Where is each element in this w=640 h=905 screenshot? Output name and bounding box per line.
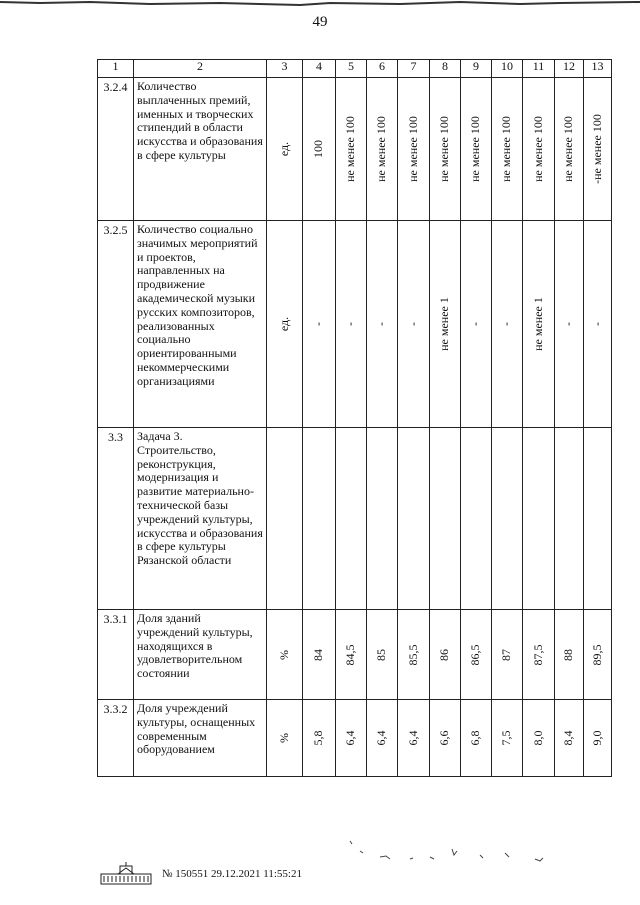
value-cell xyxy=(303,78,336,221)
row-code: 3.3.2 xyxy=(98,700,134,777)
cell-value: 87 xyxy=(499,648,514,661)
value-cell xyxy=(523,78,555,221)
cell-value: не менее 1 xyxy=(530,297,545,351)
row-code: 3.3.1 xyxy=(98,610,134,700)
value-cell xyxy=(430,700,461,777)
value-cell xyxy=(584,78,612,221)
cell-value: - xyxy=(561,322,576,326)
value-cell xyxy=(336,221,367,428)
cell-value: - xyxy=(374,322,389,326)
cell-value: 8,0 xyxy=(530,730,545,746)
empty-cell xyxy=(398,428,430,610)
value-cell xyxy=(367,700,398,777)
value-cell xyxy=(367,610,398,700)
indicator-table xyxy=(97,59,612,777)
value-cell xyxy=(398,700,430,777)
value-cell xyxy=(523,610,555,700)
table-row xyxy=(98,221,612,428)
cell-value: 86,5 xyxy=(468,644,483,665)
value-cell xyxy=(367,221,398,428)
cell-value: 84,5 xyxy=(343,644,358,665)
header-cell: 9 xyxy=(461,60,492,78)
scan-top-edge xyxy=(0,0,640,10)
table-row xyxy=(98,78,612,221)
value-cell xyxy=(461,610,492,700)
unit-cell xyxy=(267,610,303,700)
row-name: Доля учреждений культуры, оснащенных современным оборудованием xyxy=(134,700,267,777)
cell-value: не менее 100 xyxy=(530,116,545,182)
value-cell xyxy=(461,221,492,428)
row-name: Количество выплаченных премий, именных и творческих стипендий в области искусства и образования в сфере культуры xyxy=(134,78,267,221)
cell-value: - xyxy=(468,322,483,326)
unit-value: ед. xyxy=(276,141,291,157)
value-cell xyxy=(430,221,461,428)
cell-value: 86 xyxy=(437,648,452,661)
cell-value: - xyxy=(311,322,326,326)
cell-value: 7,5 xyxy=(499,730,514,746)
value-cell xyxy=(336,700,367,777)
empty-cell xyxy=(303,428,336,610)
unit-value: % xyxy=(276,733,291,743)
scan-marks xyxy=(340,835,570,875)
value-cell xyxy=(555,78,584,221)
cell-value: - xyxy=(499,322,514,326)
value-cell xyxy=(523,221,555,428)
cell-value: 6,4 xyxy=(405,730,420,746)
table-header-row xyxy=(98,60,612,78)
cell-value: 6,6 xyxy=(437,730,452,746)
cell-value: не менее 100 xyxy=(374,116,389,182)
empty-cell xyxy=(461,428,492,610)
empty-cell xyxy=(267,428,303,610)
row-code: 3.3 xyxy=(98,428,134,610)
row-code: 3.2.5 xyxy=(98,221,134,428)
value-cell xyxy=(584,700,612,777)
unit-cell xyxy=(267,78,303,221)
table-row xyxy=(98,428,612,610)
value-cell xyxy=(367,78,398,221)
cell-value: 84 xyxy=(311,648,326,661)
value-cell xyxy=(336,610,367,700)
value-cell xyxy=(430,610,461,700)
cell-value: 9,0 xyxy=(589,730,604,746)
cell-value: - xyxy=(343,322,358,326)
header-cell: 6 xyxy=(367,60,398,78)
empty-cell xyxy=(555,428,584,610)
value-cell xyxy=(303,700,336,777)
cell-value: 88 xyxy=(561,648,576,661)
building-logo-icon xyxy=(100,862,152,886)
registration-stamp xyxy=(100,862,340,888)
cell-value: 6,4 xyxy=(374,730,389,746)
header-cell: 13 xyxy=(584,60,612,78)
row-name: Доля зданий учреждений культуры, находящихся в удовлетворительном состоянии xyxy=(134,610,267,700)
empty-cell xyxy=(584,428,612,610)
header-cell: 4 xyxy=(303,60,336,78)
value-cell xyxy=(584,221,612,428)
header-cell: 1 xyxy=(98,60,134,78)
value-cell xyxy=(492,700,523,777)
cell-value: не менее 100 xyxy=(437,116,452,182)
cell-value: не менее 100 xyxy=(561,116,576,182)
unit-value: ед. xyxy=(276,316,291,332)
empty-cell xyxy=(492,428,523,610)
header-cell: 10 xyxy=(492,60,523,78)
header-cell: 5 xyxy=(336,60,367,78)
table-row xyxy=(98,610,612,700)
row-name: Количество социально значимых мероприятий и проектов, направленных на продвижение академической музыки русских композиторов, реализованных социально ориентированными некоммерческими организациями xyxy=(134,221,267,428)
value-cell xyxy=(492,78,523,221)
value-cell xyxy=(492,221,523,428)
value-cell xyxy=(336,78,367,221)
cell-value: 8,4 xyxy=(561,730,576,746)
value-cell xyxy=(461,78,492,221)
cell-value: 6,8 xyxy=(468,730,483,746)
cell-value: - xyxy=(405,322,420,326)
value-cell xyxy=(555,700,584,777)
value-cell xyxy=(398,221,430,428)
empty-cell xyxy=(336,428,367,610)
header-cell: 8 xyxy=(430,60,461,78)
cell-value: не менее 100 xyxy=(499,116,514,182)
unit-cell xyxy=(267,700,303,777)
value-cell xyxy=(584,610,612,700)
cell-value: не менее 1 xyxy=(437,297,452,351)
cell-value: 6,4 xyxy=(343,730,358,746)
value-cell xyxy=(555,610,584,700)
value-cell xyxy=(555,221,584,428)
value-cell xyxy=(430,78,461,221)
header-cell: 12 xyxy=(555,60,584,78)
cell-value: 85,5 xyxy=(405,644,420,665)
row-code: 3.2.4 xyxy=(98,78,134,221)
empty-cell xyxy=(523,428,555,610)
table-row xyxy=(98,700,612,777)
cell-value: 100 xyxy=(311,140,326,158)
header-cell: 2 xyxy=(134,60,267,78)
header-cell: 7 xyxy=(398,60,430,78)
cell-value: -не менее 100 xyxy=(589,114,604,184)
stamp-number: № 150551 29.12.2021 11:55:21 xyxy=(162,868,302,880)
empty-cell xyxy=(367,428,398,610)
value-cell xyxy=(461,700,492,777)
value-cell xyxy=(523,700,555,777)
cell-value: 5,8 xyxy=(311,730,326,746)
cell-value: 87,5 xyxy=(530,644,545,665)
cell-value: не менее 100 xyxy=(468,116,483,182)
cell-value: 85 xyxy=(374,648,389,661)
header-cell: 11 xyxy=(523,60,555,78)
cell-value: - xyxy=(589,322,604,326)
header-cell: 3 xyxy=(267,60,303,78)
page-number: 49 xyxy=(312,14,328,30)
cell-value: 89,5 xyxy=(589,644,604,665)
value-cell xyxy=(303,610,336,700)
unit-cell xyxy=(267,221,303,428)
row-name: Задача 3. Строительство, реконструкция, модернизация и развитие материально-технической базы учреждений культуры, искусства и образования в сфере культуры Рязанской области xyxy=(134,428,267,610)
value-cell xyxy=(398,78,430,221)
value-cell xyxy=(398,610,430,700)
cell-value: не менее 100 xyxy=(405,116,420,182)
empty-cell xyxy=(430,428,461,610)
cell-value: не менее 100 xyxy=(343,116,358,182)
unit-value: % xyxy=(276,649,291,660)
value-cell xyxy=(492,610,523,700)
value-cell xyxy=(303,221,336,428)
